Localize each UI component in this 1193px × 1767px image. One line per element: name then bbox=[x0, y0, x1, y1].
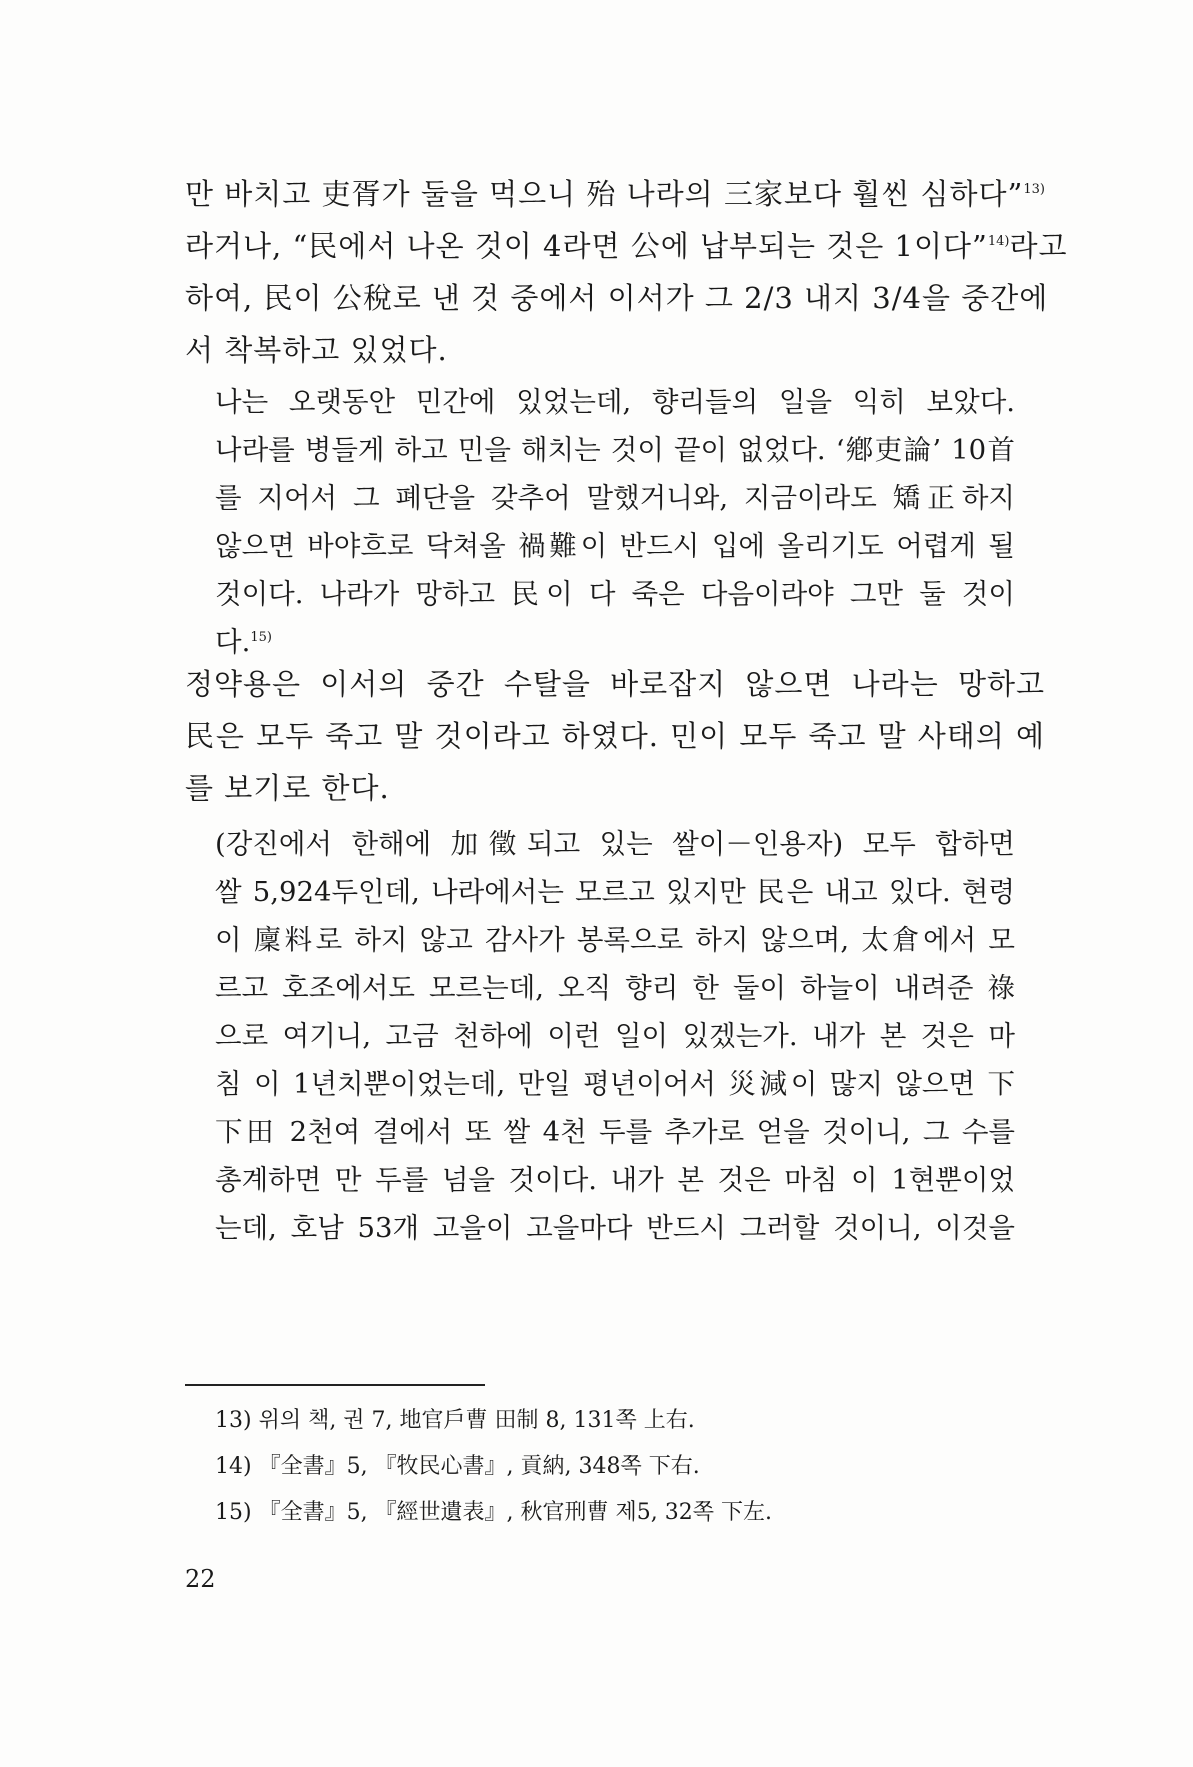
quote-line: 나는 오랫동안 민간에 있었는데, 향리들의 일을 익히 보았다. bbox=[215, 386, 1015, 418]
quote-line: 르고 호조에서도 모르는데, 오직 향리 한 둘이 하늘이 내려준 祿 bbox=[215, 972, 1015, 1004]
footnote-15: 15) 『全書』5, 『經世遺表』, 秋官刑曹 제5, 32쪽 下左. bbox=[215, 1500, 773, 1525]
text-line: 정약용은 이서의 중간 수탈을 바로잡지 않으면 나라는 망하고 bbox=[185, 667, 1045, 701]
footnote-divider bbox=[185, 1384, 485, 1386]
quote-line: 으로 여기니, 고금 천하에 이런 일이 있겠는가. 내가 본 것은 마 bbox=[215, 1020, 1015, 1052]
quote-line: 것이다. 나라가 망하고 民이 다 죽은 다음이라야 그만 둘 것이 bbox=[215, 578, 1015, 610]
quote-line: 침 이 1년치뿐이었는데, 만일 평년이어서 災減이 많지 않으면 下 bbox=[215, 1068, 1015, 1100]
block-quote-1 bbox=[215, 378, 1015, 666]
text-line: 하여, 民이 公稅로 낸 것 중에서 이서가 그 2/3 내지 3/4을 중간에 bbox=[185, 281, 1049, 315]
body-paragraph-1 bbox=[185, 168, 1068, 376]
quote-line: 를 지어서 그 폐단을 갖추어 말했거니와, 지금이라도 矯正하지 bbox=[215, 482, 1015, 514]
footnote-14: 14) 『全書』5, 『牧民心書』, 貢納, 348쪽 下右. bbox=[215, 1454, 700, 1479]
text-line: 라거나, “民에서 나온 것이 4라면 公에 납부되는 것은 1이다”$^{14)}$라고 bbox=[185, 229, 1068, 263]
text-line: 만 바치고 吏胥가 둘을 먹으니 殆 나라의 三家보다 훨씬 심하다”$^{13)}$ bbox=[185, 177, 1045, 211]
quote-line: 쌀 5,924두인데, 나라에서는 모르고 있지만 民은 내고 있다. 현령 bbox=[215, 876, 1015, 908]
quote-line: 는데, 호남 53개 고을이 고을마다 반드시 그러할 것이니, 이것을 bbox=[215, 1212, 1015, 1244]
quote-line: 下田 2천여 결에서 또 쌀 4천 두를 추가로 얻을 것이니, 그 수를 bbox=[215, 1116, 1015, 1148]
quote-line: 이 廩料로 하지 않고 감사가 봉록으로 하지 않으며, 太倉에서 모 bbox=[215, 924, 1015, 956]
quote-line: 다.$^{15)}$ bbox=[215, 626, 272, 658]
footnote-ref-14: 14) bbox=[987, 234, 1010, 249]
quote-line: 나라를 병들게 하고 민을 해치는 것이 끝이 없었다. ‘鄕吏論’ 10首 bbox=[215, 434, 1015, 466]
text-line: 서 착복하고 있었다. bbox=[185, 333, 448, 367]
block-quote-2 bbox=[215, 820, 1015, 1252]
quote-line: 않으면 바야흐로 닥쳐올 禍難이 반드시 입에 올리기도 어렵게 될 bbox=[215, 530, 1015, 562]
text-line: 民은 모두 죽고 말 것이라고 하였다. 민이 모두 죽고 말 사태의 예 bbox=[185, 719, 1045, 753]
footnote-ref-13: 13) bbox=[1023, 182, 1045, 197]
footnote-13: 13) 위의 책, 권 7, 地官戶曹 田制 8, 131쪽 上右. bbox=[215, 1408, 695, 1433]
quote-line: 총계하면 만 두를 넘을 것이다. 내가 본 것은 마침 이 1현뿐이었 bbox=[215, 1164, 1015, 1196]
text-line: 를 보기로 한다. bbox=[185, 771, 390, 805]
quote-line: (강진에서 한해에 加徵되고 있는 쌀이－인용자) 모두 합하면 bbox=[215, 828, 1015, 860]
body-paragraph-2 bbox=[185, 658, 1045, 814]
page-number: 22 bbox=[185, 1565, 216, 1593]
footnotes-list bbox=[215, 1398, 1015, 1536]
footnote-ref-15: 15) bbox=[250, 630, 272, 645]
